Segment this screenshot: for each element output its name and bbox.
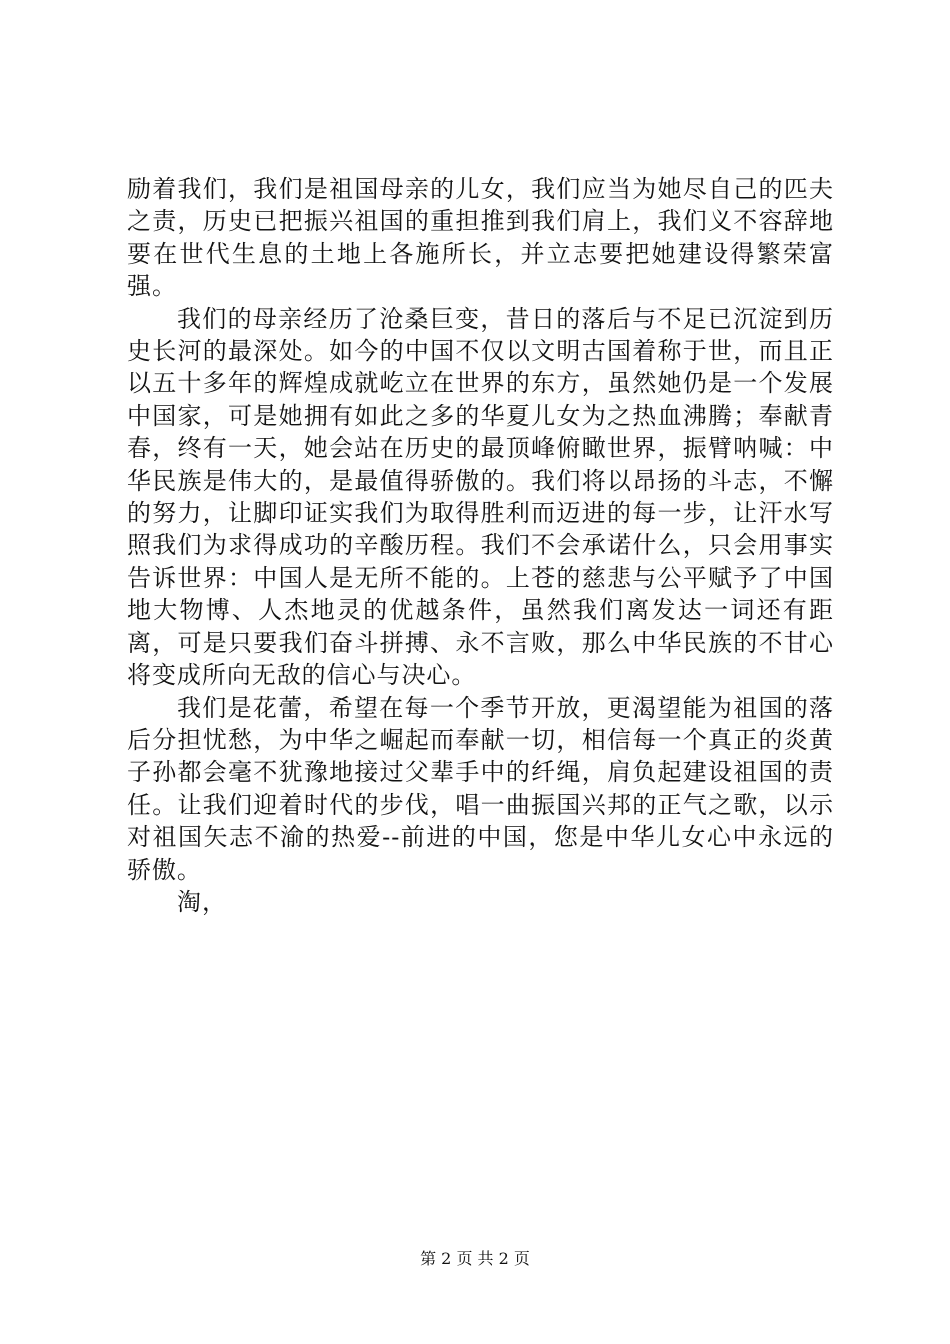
body-text xyxy=(127,173,834,918)
paragraph-3: 我们是花蕾，希望在每一个季节开放，更渴望能为祖国的落后分担忧愁，为中华之崛起而奉献一切，相信每一个真正的炎黄子孙都会毫不犹豫地接过父辈手中的纤绳，肩负起建设祖国的责任。让我们迎着时代的步伐，唱一曲振国兴邦的正气之歌，以示对祖国矢志不渝的热爱--前进的中国，您是中华儿女心中永远的骄傲。 xyxy=(127,693,834,884)
paragraph-2: 我们的母亲经历了沧桑巨变，昔日的落后与不足已沉淀到历史长河的最深处。如今的中国不仅以文明古国着称于世，而且正以五十多年的辉煌成就屹立在世界的东方，虽然她仍是一个发展中国家，可是她拥有如此之多的华夏儿女为之热血沸腾；奉献青春，终有一天，她会站在历史的最顶峰俯瞰世界，振臂呐喊：中华民族是伟大的，是最值得骄傲的。我们将以昂扬的斗志，不懈的努力，让脚印证实我们为取得胜利而迈进的每一步，让汗水写照我们为求得成功的辛酸历程。我们不会承诺什么，只会用事实告诉世界：中国人是无所不能的。上苍的慈悲与公平赋予了中国地大物博、人杰地灵的优越条件，虽然我们离发达一词还有距离，可是只要我们奋斗拼搏、永不言败，那么中华民族的不甘心将变成所向无敌的信心与决心。 xyxy=(127,304,834,690)
paragraph-1: 励着我们，我们是祖国母亲的儿女，我们应当为她尽自己的匹夫之责，历史已把振兴祖国的重担推到我们肩上，我们义不容辞地要在世代生息的土地上各施所长，并立志要把她建设得繁荣富强。 xyxy=(127,175,834,301)
paragraph-4: 淘， xyxy=(177,887,227,916)
page-footer: 第 2 页 共 2 页 xyxy=(420,1249,530,1268)
